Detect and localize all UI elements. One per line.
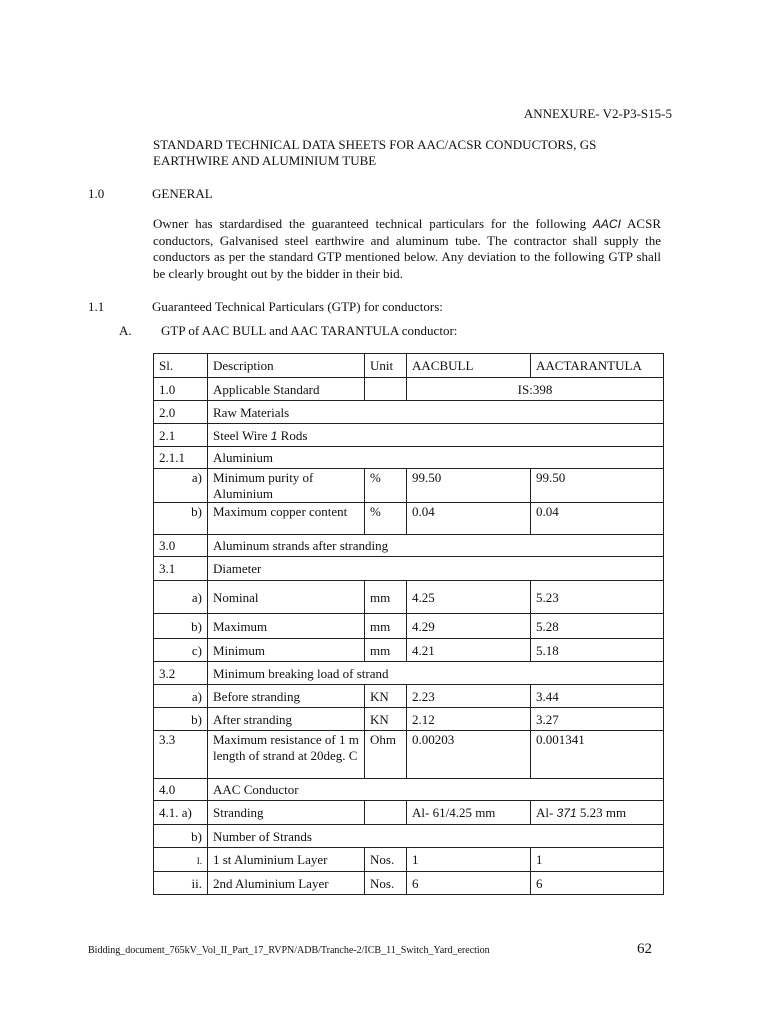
row-value-bull: Al- 61/4.25 mm bbox=[407, 801, 531, 825]
row-unit: mm bbox=[365, 581, 407, 614]
table-row bbox=[154, 424, 664, 447]
header-unit: Unit bbox=[365, 354, 407, 378]
row-unit: Ohm bbox=[365, 731, 407, 779]
row-sl: b) bbox=[154, 614, 208, 639]
table-row bbox=[154, 535, 664, 557]
row-description: Maximum bbox=[208, 614, 365, 639]
row-description: Maximum copper content bbox=[208, 503, 365, 535]
paragraph-text: Owner has stardardised the guaranteed technical particulars for the following bbox=[153, 216, 593, 231]
row-value-bull: 0.00203 bbox=[407, 731, 531, 779]
row-sl bbox=[154, 848, 208, 872]
row-description: Number of Strands bbox=[208, 825, 664, 848]
row-description: Minimum bbox=[208, 639, 365, 662]
row-description: After stranding bbox=[208, 708, 365, 731]
row-description bbox=[208, 424, 664, 447]
table-row bbox=[154, 662, 664, 685]
header-aac-tarantula: AACTARANTULA bbox=[531, 354, 664, 378]
table-row bbox=[154, 503, 664, 535]
row-value-bull: 0.04 bbox=[407, 503, 531, 535]
section-number: 1.0 bbox=[88, 186, 105, 201]
row-unit: KN bbox=[365, 685, 407, 708]
row-value-bull: 4.29 bbox=[407, 614, 531, 639]
row-value-bull: 6 bbox=[407, 872, 531, 895]
value-text: 5.23 mm bbox=[576, 805, 627, 820]
row-sl: 2.1 bbox=[154, 424, 208, 447]
row-value-tarantula: 5.28 bbox=[531, 614, 664, 639]
row-description: Aluminum strands after stranding bbox=[208, 535, 664, 557]
table-row bbox=[154, 469, 664, 503]
section-heading: GENERAL bbox=[152, 186, 213, 201]
description-italic-text: 1 bbox=[270, 428, 278, 443]
row-sl: a) bbox=[154, 685, 208, 708]
row-sl: 1.0 bbox=[154, 378, 208, 401]
row-value-bull: 4.25 bbox=[407, 581, 531, 614]
row-description: Stranding bbox=[208, 801, 365, 825]
header-description: Description bbox=[208, 354, 365, 378]
row-unit: % bbox=[365, 503, 407, 535]
description-text: Steel Wire bbox=[213, 427, 271, 443]
table-row bbox=[154, 708, 664, 731]
row-description: Before stranding bbox=[208, 685, 365, 708]
table-row bbox=[154, 872, 664, 895]
row-sl: 3.2 bbox=[154, 662, 208, 685]
annexure-label: ANNEXURE- V2-P3-S15-5 bbox=[523, 106, 672, 121]
page-number: 62 bbox=[637, 941, 652, 957]
row-value-tarantula: 5.18 bbox=[531, 639, 664, 662]
row-sl: c) bbox=[154, 639, 208, 662]
row-sl: ii. bbox=[154, 872, 208, 895]
row-value-tarantula: 0.04 bbox=[531, 503, 664, 535]
row-value-bull: 2.12 bbox=[407, 708, 531, 731]
row-description: Maximum resistance of 1 m length of strand at 20deg. C bbox=[208, 731, 365, 779]
general-paragraph bbox=[153, 216, 661, 282]
row-sl: 3.3 bbox=[154, 731, 208, 779]
row-unit: Nos. bbox=[365, 848, 407, 872]
footer-document-name: Bidding_document_765kV_Vol_II_Part_17_RVPN/ADB/Tranche-2/ICB_11_Switch_Yard_erection bbox=[88, 945, 490, 956]
row-unit: KN bbox=[365, 708, 407, 731]
row-unit: mm bbox=[365, 639, 407, 662]
table-row bbox=[154, 401, 664, 424]
row-description: Raw Materials bbox=[208, 401, 664, 424]
table-row bbox=[154, 581, 664, 614]
row-value-tarantula: 3.27 bbox=[531, 708, 664, 731]
row-sl: a) bbox=[154, 469, 208, 503]
description-text: Rods bbox=[277, 427, 308, 443]
row-unit: Nos. bbox=[365, 872, 407, 895]
row-description: 2nd Aluminium Layer bbox=[208, 872, 365, 895]
table-row bbox=[154, 801, 664, 825]
row-sl: b) bbox=[154, 503, 208, 535]
header-sl: Sl. bbox=[154, 354, 208, 378]
row-value-bull: 1 bbox=[407, 848, 531, 872]
table-row bbox=[154, 447, 664, 469]
row-description: Applicable Standard bbox=[208, 378, 365, 401]
gtp-table bbox=[153, 353, 664, 895]
row-unit: mm bbox=[365, 614, 407, 639]
row-sl: a) bbox=[154, 581, 208, 614]
table-row bbox=[154, 848, 664, 872]
row-unit bbox=[365, 378, 407, 401]
value-text: Al- bbox=[536, 805, 557, 820]
paragraph-italic-text: AACI bbox=[592, 217, 621, 231]
row-sl: b) bbox=[154, 708, 208, 731]
row-sl: 4.0 bbox=[154, 779, 208, 801]
row-description: Aluminium bbox=[208, 447, 664, 469]
row-value-tarantula: 5.23 bbox=[531, 581, 664, 614]
row-unit: % bbox=[365, 469, 407, 503]
document-title: STANDARD TECHNICAL DATA SHEETS FOR AAC/ACSR CONDUCTORS, GS EARTHWIRE AND ALUMINIUM TUBE bbox=[153, 137, 597, 168]
row-value: IS:398 bbox=[407, 378, 664, 401]
subsection-number: A. bbox=[119, 323, 132, 338]
row-value-tarantula: 0.001341 bbox=[531, 731, 664, 779]
row-value-tarantula: 6 bbox=[531, 872, 664, 895]
row-sl: 3.0 bbox=[154, 535, 208, 557]
row-sl: 3.1 bbox=[154, 557, 208, 581]
value-italic-text: 371 bbox=[556, 806, 577, 820]
section-heading: Guaranteed Technical Particulars (GTP) for conductors: bbox=[152, 299, 443, 314]
table-header-row bbox=[154, 354, 664, 378]
row-sl-text: I. bbox=[196, 855, 202, 866]
row-sl: 2.0 bbox=[154, 401, 208, 424]
row-description: Diameter bbox=[208, 557, 664, 581]
row-unit bbox=[365, 801, 407, 825]
row-value-bull: 2.23 bbox=[407, 685, 531, 708]
table-row bbox=[154, 685, 664, 708]
row-description: Nominal bbox=[208, 581, 365, 614]
row-value-tarantula: 1 bbox=[531, 848, 664, 872]
row-value-tarantula: 99.50 bbox=[531, 469, 664, 503]
table-row bbox=[154, 825, 664, 848]
table-row bbox=[154, 639, 664, 662]
paragraph-text: ACSR conductors, Galvanised steel earthwire and aluminum tube. The contractor shall supply the conductors as per the standard GTP mentioned below. Any deviation to the following GTP shall be clearly brought out by the bidder in their bid. bbox=[153, 216, 661, 281]
row-sl: 4.1. a) bbox=[154, 801, 208, 825]
row-description: Minimum purity of Aluminium bbox=[208, 469, 365, 503]
header-aac-bull: AACBULL bbox=[407, 354, 531, 378]
table-row bbox=[154, 378, 664, 401]
section-number: 1.1 bbox=[88, 299, 105, 314]
row-sl: b) bbox=[154, 825, 208, 848]
row-description: AAC Conductor bbox=[208, 779, 664, 801]
row-value-bull: 99.50 bbox=[407, 469, 531, 503]
row-description: Minimum breaking load of strand bbox=[208, 662, 664, 685]
table-row bbox=[154, 614, 664, 639]
row-value-tarantula: 3.44 bbox=[531, 685, 664, 708]
row-value-tarantula bbox=[531, 801, 664, 825]
row-value-bull: 4.21 bbox=[407, 639, 531, 662]
row-description: 1 st Aluminium Layer bbox=[208, 848, 365, 872]
table-row bbox=[154, 557, 664, 581]
table-row bbox=[154, 779, 664, 801]
row-sl: 2.1.1 bbox=[154, 447, 208, 469]
subsection-heading: GTP of AAC BULL and AAC TARANTULA conductor: bbox=[161, 323, 458, 338]
table-row bbox=[154, 731, 664, 779]
